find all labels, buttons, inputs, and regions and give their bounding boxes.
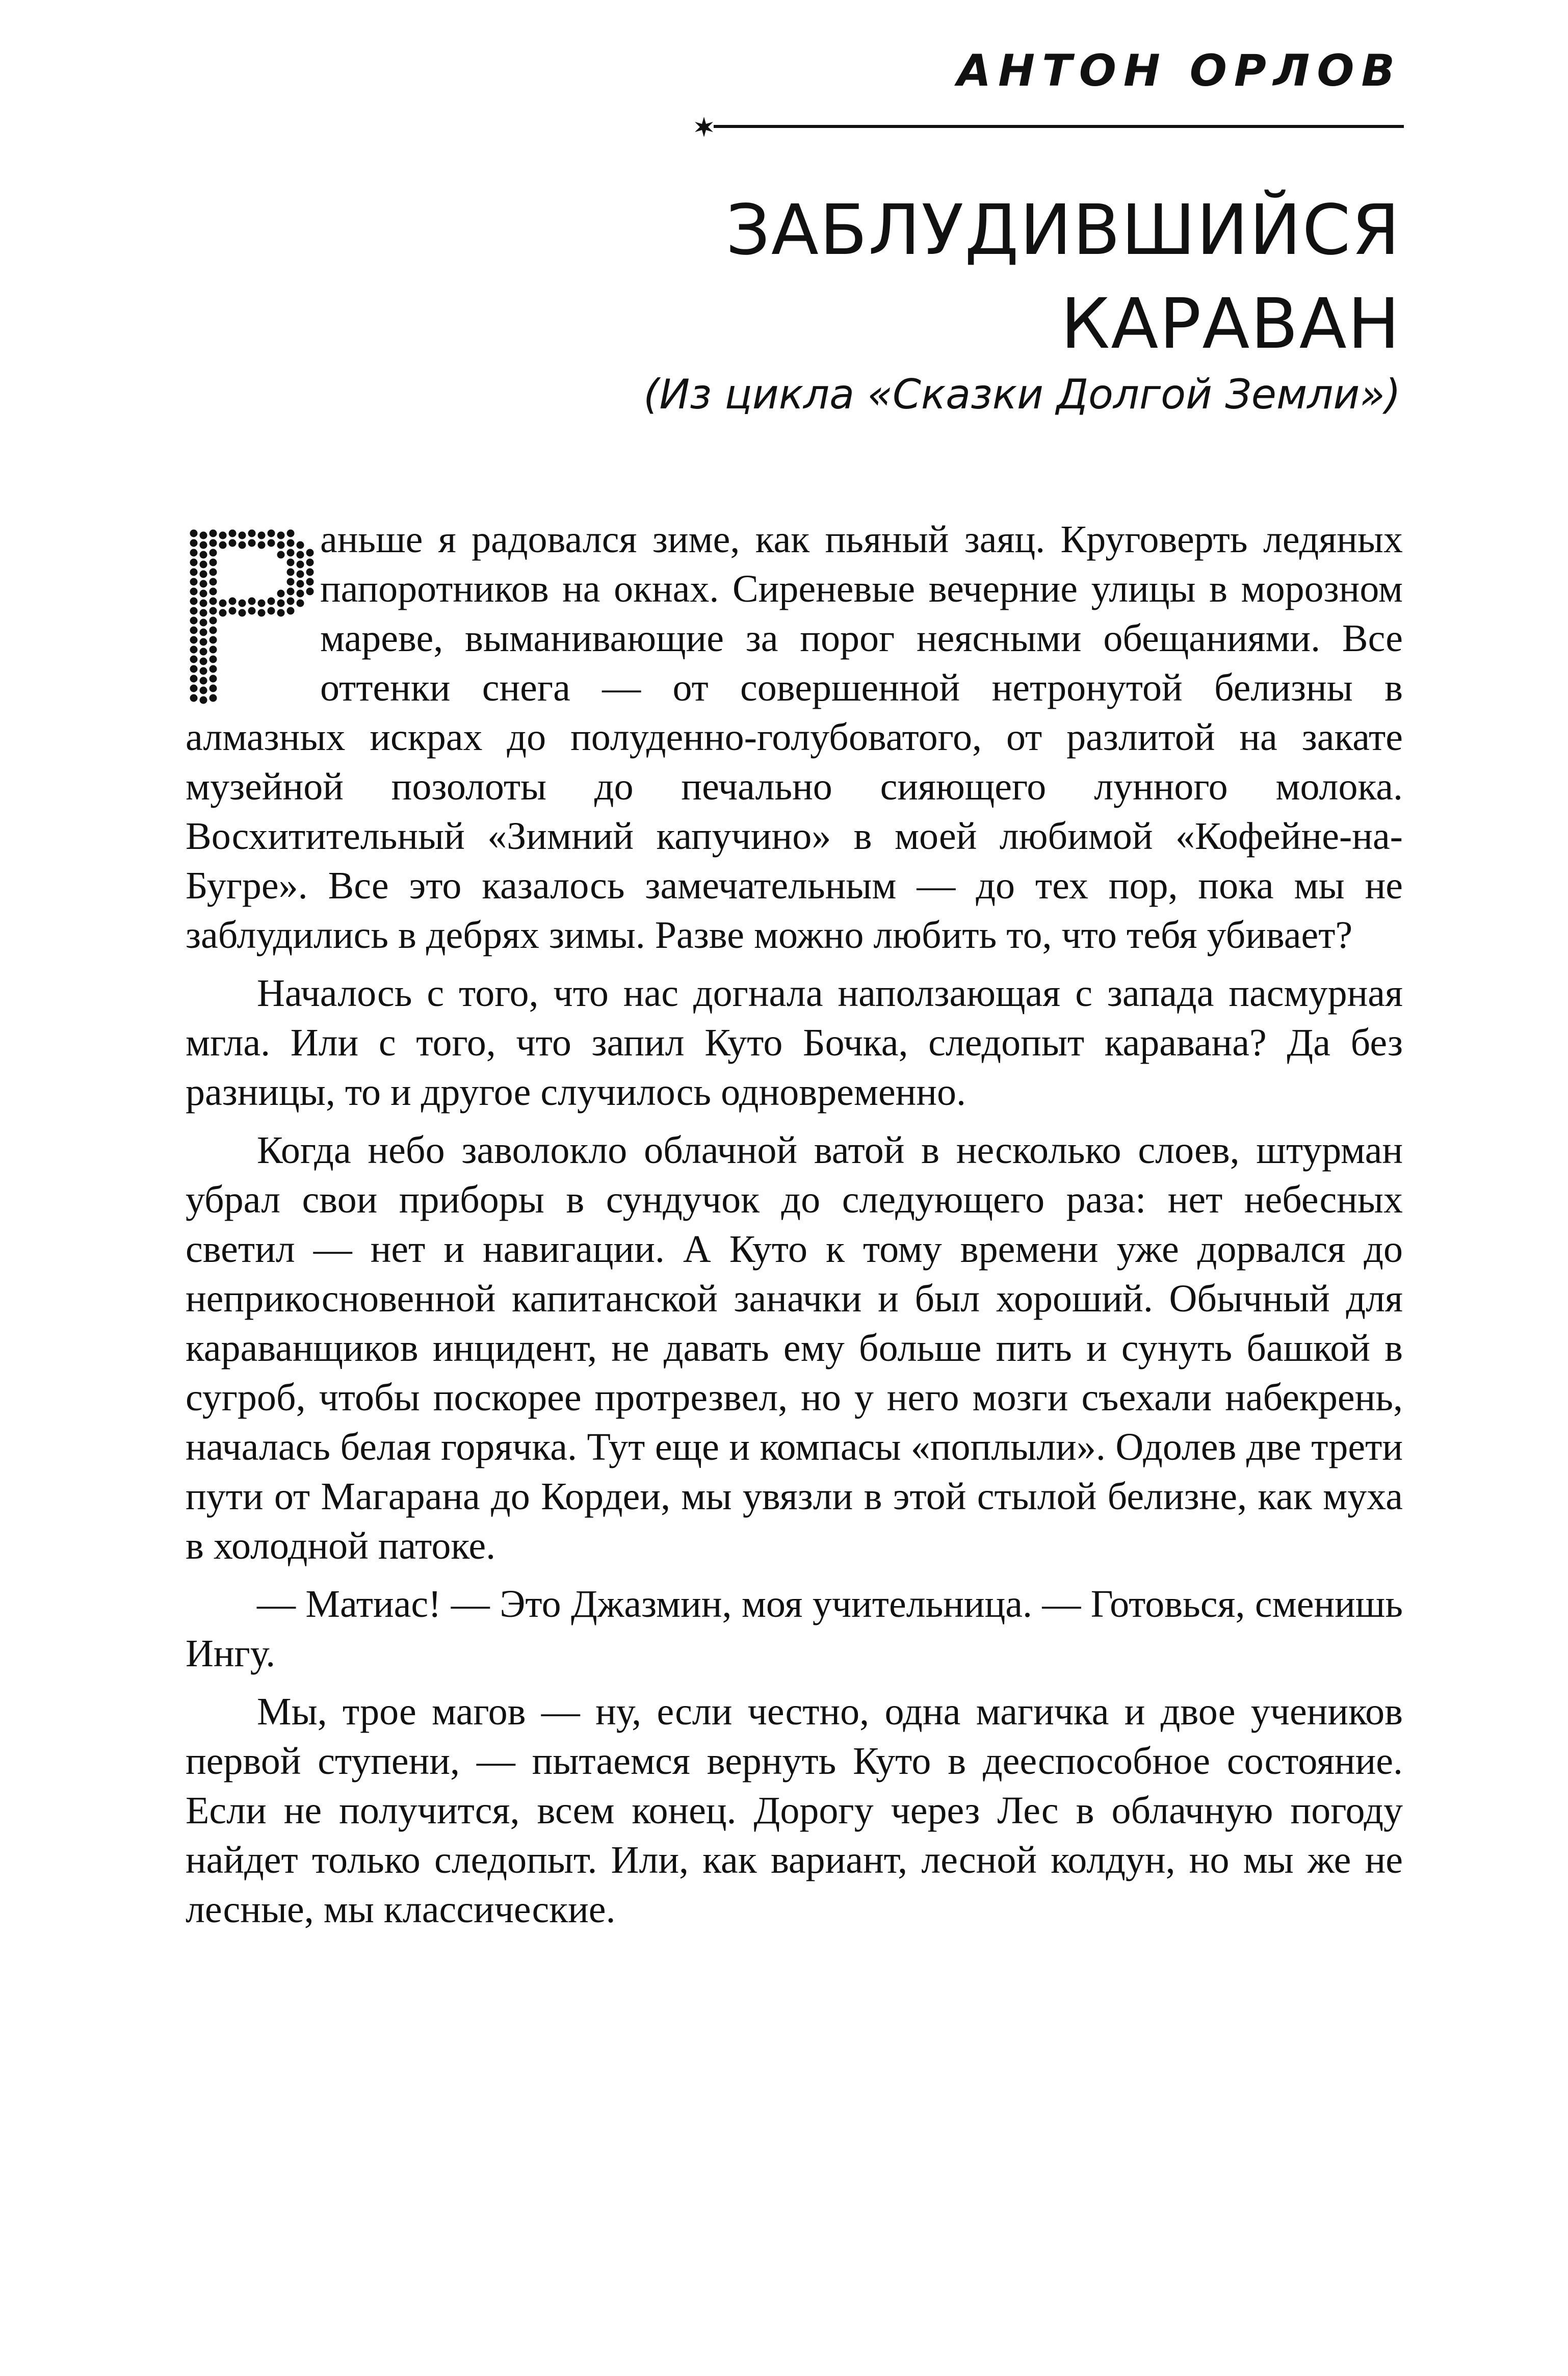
star-ornament-icon — [693, 116, 715, 138]
paragraph-5: Мы, трое магов — ну, если честно, одна магичка и двое учеников первой ступени, — пытаемся вернуть Куто в дееспособное состояние. Если не получится, всем конец. Дорогу через Лес в облачную погоду найдет только следопыт. Или, как вариант, лесной колдун, но мы же не лесные, мы классические. — [186, 1690, 1403, 1931]
story-title-line-2: КАРАВАН — [1060, 284, 1401, 365]
story-body — [186, 515, 1403, 1934]
header-rule — [693, 116, 1404, 137]
paragraph-4: — Матиас! — Это Джазмин, моя учительница. — Готовься, сменишь Ингу. — [186, 1583, 1403, 1675]
paragraph-3: Когда небо заволокло облачной ватой в несколько слоев, штурман убрал свои приборы в сундучок до следующего раза: нет небесных светил — нет и навигации. А Куто к тому времени уже дорвался до неприкосновенной капитанской заначки и был хороший. Обычный для караванщиков инцидент, не давать ему больше пить и сунуть башкой в сугроб, чтобы поскорее протрезвел, но у него мозги съехали набекрень, началась белая горячка. Тут еще и компасы «поплыли». Одолев две трети пути от Магарана до Кордеи, мы увязли в этой стылой белизне, как муха в холодной патоке. — [186, 1129, 1403, 1567]
story-subtitle: (Из цикла «Сказки Долгой Земли») — [643, 371, 1401, 418]
paragraph-2: Началось с того, что нас догнала наползающая с запада пасмурная мгла. Или с того, что запил Куто Бочка, следопыт каравана? Да без разницы, то и другое случилось одновременно. — [186, 972, 1403, 1114]
header-rule-line — [714, 125, 1404, 128]
story-title-line-1: ЗАБЛУДИВШИЙСЯ — [725, 190, 1401, 271]
running-header-author: АНТОН ОРЛОВ — [957, 45, 1402, 96]
drop-cap-space — [186, 515, 320, 709]
story-title — [726, 184, 1401, 371]
paragraph-1: аньше я радовался зиме, как пьяный заяц. Круговерть ледяных папоротников на окнах. Сиреневые вечерние улицы в морозном мареве, выманивающие за порог неясными обещаниями. Все оттенки снега — от совершенной нетронутой белизны в алмазных искрах до полуденно-голубоватого, от разлитой на закате музейной позолоты до печально сияющего лунного молока. Восхитительный «Зимний капучино» в моей любимой «Кофейне-на-Бугре». Все это казалось замечательным — до тех пор, пока мы не заблудились в дебрях зимы. Разве можно любить то, что тебя убивает? — [186, 518, 1403, 957]
